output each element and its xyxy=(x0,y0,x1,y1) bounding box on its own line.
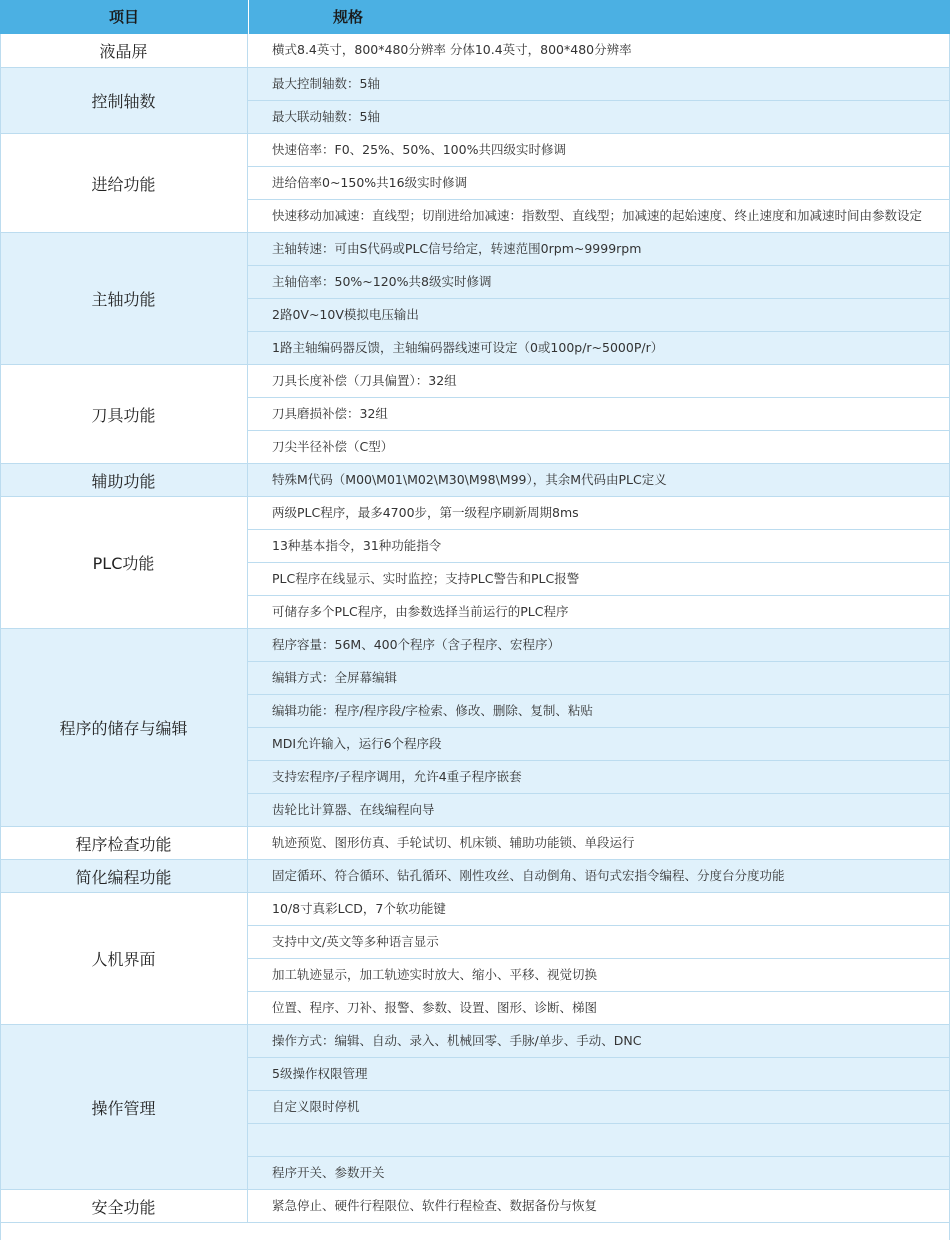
group-rows xyxy=(248,464,950,496)
group-rows xyxy=(248,1190,950,1222)
table-group xyxy=(0,464,950,497)
spec-row: 支持中文/英文等多种语言显示 xyxy=(248,926,950,959)
spec-row: PLC程序在线显示、实时监控；支持PLC警告和PLC报警 xyxy=(248,563,950,596)
spec-row: 最大控制轴数：5轴 xyxy=(248,68,950,101)
table-group xyxy=(0,233,950,365)
table-group xyxy=(0,1025,950,1190)
spec-row: 程序开关、参数开关 xyxy=(272,1165,385,1180)
spec-row: 刀具长度补偿（刀具偏置）：32组 xyxy=(248,365,950,398)
table-group xyxy=(0,34,950,68)
table-group xyxy=(0,497,950,629)
group-rows xyxy=(248,827,950,859)
group-label: 程序检查功能 xyxy=(0,827,248,859)
spec-row: 10/8寸真彩LCD，7个软功能键 xyxy=(248,893,950,926)
spec-row: 主轴倍率：50%~120%共8级实时修调 xyxy=(248,266,950,299)
table-group xyxy=(0,365,950,464)
spec-row: 轨迹预览、图形仿真、手轮试切、机床锁、辅助功能锁、单段运行 xyxy=(272,835,635,850)
spec-row: 支持宏程序/子程序调用，允许4重子程序嵌套 xyxy=(248,761,950,794)
spec-row: 紧急停止、硬件行程限位、软件行程检查、数据备份与恢复 xyxy=(272,1198,598,1213)
spec-row: MDI允许输入，运行6个程序段 xyxy=(248,728,950,761)
group-label: 刀具功能 xyxy=(0,365,248,463)
spec-row: 程序容量：56M、400个程序（含子程序、宏程序） xyxy=(248,629,950,662)
group-label: 进给功能 xyxy=(0,134,248,232)
table-group xyxy=(0,827,950,860)
spec-row: 编辑方式：全屏幕编辑 xyxy=(248,662,950,695)
spec-row: 1路主轴编码器反馈，主轴编码器线速可设定（0或100p/r~5000P/r） xyxy=(272,340,664,355)
table-group xyxy=(0,629,950,827)
spec-row: 主轴转速：可由S代码或PLC信号给定，转速范围0rpm~9999rpm xyxy=(248,233,950,266)
spec-row: 两级PLC程序，最多4700步，第一级程序刷新周期8ms xyxy=(248,497,950,530)
group-rows xyxy=(248,1025,950,1189)
group-label: 程序的储存与编辑 xyxy=(0,629,248,826)
spec-row: 快速倍率：F0、25%、50%、100%共四级实时修调 xyxy=(248,134,950,167)
table-border-left xyxy=(0,34,1,1240)
group-label: 辅助功能 xyxy=(0,464,248,496)
table-group xyxy=(0,1190,950,1223)
table-group xyxy=(0,134,950,233)
spec-row: 刀尖半径补偿（C型） xyxy=(272,439,394,454)
group-label: PLC功能 xyxy=(0,497,248,628)
group-rows xyxy=(248,365,950,463)
spec-row: 进给倍率0~150%共16级实时修调 xyxy=(248,167,950,200)
table-group xyxy=(0,893,950,1025)
group-rows xyxy=(248,497,950,628)
table-group xyxy=(0,68,950,134)
spec-row: 自定义限时停机 xyxy=(248,1091,950,1124)
spec-row: 固定循环、符合循环、钻孔循环、刚性攻丝、自动倒角、语句式宏指令编程、分度台分度功能 xyxy=(272,868,785,883)
group-label: 人机界面 xyxy=(0,893,248,1024)
header-item: 项目 xyxy=(108,8,139,26)
spec-row: 位置、程序、刀补、报警、参数、设置、图形、诊断、梯图 xyxy=(272,1000,598,1015)
group-label: 控制轴数 xyxy=(0,68,248,133)
spec-row: 最大联动轴数：5轴 xyxy=(272,109,380,124)
group-rows xyxy=(248,860,950,892)
group-rows xyxy=(248,893,950,1024)
table-group xyxy=(0,860,950,893)
spec-row: 2路0V~10V模拟电压输出 xyxy=(248,299,950,332)
group-label: 操作管理 xyxy=(0,1025,248,1189)
group-label: 安全功能 xyxy=(0,1190,248,1222)
group-rows xyxy=(248,134,950,232)
spec-row: 13种基本指令，31种功能指令 xyxy=(248,530,950,563)
spec-row: 操作方式：编辑、自动、录入、机械回零、手脉/单步、手动、DNC xyxy=(248,1025,950,1058)
table-header xyxy=(0,0,950,34)
header-spec: 规格 xyxy=(248,0,950,34)
spec-row: 快速移动加减速：直线型；切削进给加减速：指数型、直线型；加减速的起始速度、终止速度和加减速时间由参数设定 xyxy=(272,208,923,223)
spec-row: 加工轨迹显示，加工轨迹实时放大、缩小、平移、视觉切换 xyxy=(248,959,950,992)
spec-row: 横式8.4英寸，800*480分辨率 分体10.4英寸，800*480分辨率 xyxy=(272,42,632,57)
spec-row: 编辑功能：程序/程序段/字检索、修改、删除、复制、粘贴 xyxy=(248,695,950,728)
group-rows xyxy=(248,629,950,826)
spec-row: 刀具磨损补偿：32组 xyxy=(248,398,950,431)
spec-row: 齿轮比计算器、在线编程向导 xyxy=(272,802,435,817)
group-rows xyxy=(248,34,950,67)
group-rows xyxy=(248,68,950,133)
group-label: 液晶屏 xyxy=(0,34,248,67)
spec-row: 特殊M代码（M00\M01\M02\M30\M98\M99），其余M代码由PLC定义 xyxy=(272,472,667,487)
group-label: 简化编程功能 xyxy=(0,860,248,892)
spec-row: 5级操作权限管理 xyxy=(248,1058,950,1091)
group-rows xyxy=(248,233,950,364)
group-label: 主轴功能 xyxy=(0,233,248,364)
spec-row: 可储存多个PLC程序，由参数选择当前运行的PLC程序 xyxy=(272,604,569,619)
spec-row xyxy=(248,1124,950,1157)
